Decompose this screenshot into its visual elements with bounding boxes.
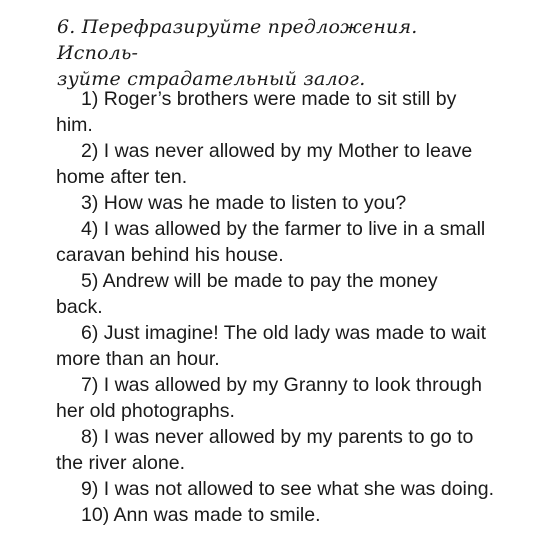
sentence-5-line-1: 5) Andrew will be made to pay the money: [81, 270, 438, 292]
sentence-10-line-1: 10) Ann was made to smile.: [81, 504, 321, 526]
sentence-5-line-2: back.: [56, 296, 103, 318]
sentence-2-line-1: 2) I was never allowed by my Mother to leave: [81, 140, 473, 162]
sentence-9-line-1: 9) I was not allowed to see what she was doing.: [81, 478, 494, 500]
sentence-8-line-1: 8) I was never allowed by my parents to go to: [81, 426, 474, 448]
sentence-2-line-2: home after ten.: [56, 166, 188, 188]
sentence-item-10: [0, 502, 550, 528]
sentence-item-7: [0, 372, 550, 424]
sentence-item-9: [0, 476, 550, 502]
sentence-item-5: [0, 268, 550, 320]
sentence-3-line-1: 3) How was he made to listen to you?: [81, 192, 407, 214]
sentence-6-line-1: 6) Just imagine! The old lady was made to wait: [81, 322, 487, 344]
sentence-1-line-1: 1) Roger’s brothers were made to sit still by: [81, 88, 457, 110]
exercise-heading-line-1: 6. Перефразируйте предложения. Исполь-: [57, 16, 418, 64]
exercise-heading-line-2: зуйте страдательный залог.: [57, 68, 366, 90]
sentence-4-line-1: 4) I was allowed by the farmer to live in a small: [81, 218, 486, 240]
sentence-7-line-2: her old photographs.: [56, 400, 235, 422]
sentence-8-line-2: the river alone.: [56, 452, 185, 474]
sentence-1-line-2: him.: [56, 114, 93, 136]
sentence-item-1: [0, 86, 550, 138]
sentence-item-6: [0, 320, 550, 372]
sentence-item-3: [0, 190, 550, 216]
sentence-item-4: [0, 216, 550, 268]
sentence-item-2: [0, 138, 550, 190]
exercise-heading: [57, 14, 497, 92]
sentence-item-8: [0, 424, 550, 476]
sentence-list: [0, 86, 550, 528]
sentence-4-line-2: caravan behind his house.: [56, 244, 284, 266]
sentence-7-line-1: 7) I was allowed by my Granny to look through: [81, 374, 483, 396]
sentence-6-line-2: more than an hour.: [56, 348, 220, 370]
